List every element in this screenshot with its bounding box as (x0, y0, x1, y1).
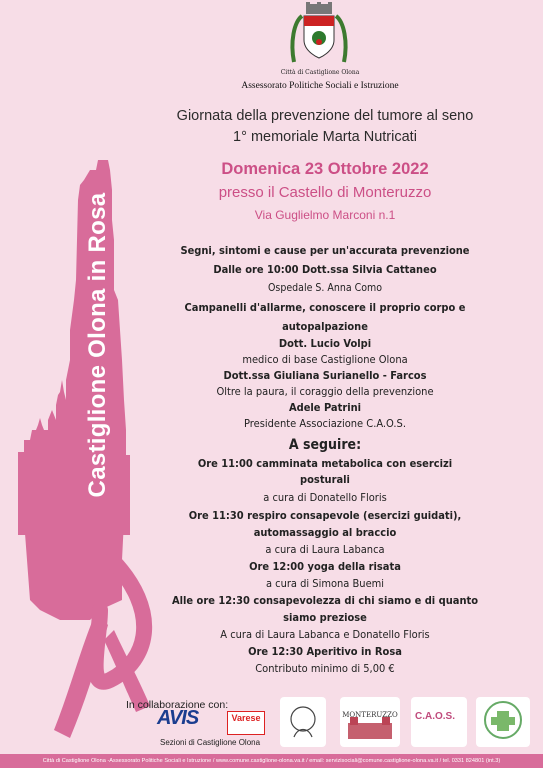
castle-icon (340, 697, 400, 747)
varese-logo (227, 711, 265, 735)
program-line: posturali (300, 473, 350, 486)
vertical-title-text: Castiglione Olona in Rosa (84, 192, 111, 498)
a-seguire-heading: A seguire: (288, 437, 362, 453)
program-line: Ore 11:30 respiro consapevole (esercizi guidati), (188, 509, 462, 522)
program (140, 241, 510, 677)
assessorato-label: Assessorato Politiche Sociali e Istruzione (241, 81, 399, 91)
event-title-line2: 1° memoriale Marta Nutricati (233, 129, 417, 145)
varese-logo-text: Varese (231, 713, 261, 723)
footer-bar: Città di Castiglione Olona -Assessorato Politiche Sociali e Istruzione / www.comune.castiglione-olona.va.it / email: servizisociali@comune.castiglione-olona.va.it / tel. 0331 824801 (int.3) (0, 754, 543, 768)
event-title (120, 106, 530, 148)
partner-logo-caos (411, 697, 467, 747)
caos-label: C.A.O.S. (415, 711, 456, 722)
vertical-title (68, 170, 128, 520)
program-line: autopalpazione (282, 320, 368, 333)
monteruzzo-label: MONTERUZZO (342, 711, 398, 719)
partner-logo-sketch (280, 697, 326, 747)
sezioni-label: Sezioni di Castiglione Olona (160, 738, 261, 747)
program-line: Campanelli d'allarme, conoscere il proprio corpo e (184, 301, 466, 314)
program-line: Presidente Associazione C.A.O.S. (244, 417, 406, 430)
event-title-line1: Giornata della prevenzione del tumore al seno (176, 108, 474, 124)
program-line: Ore 11:00 camminata metabolica con esercizi (197, 457, 453, 470)
coat-of-arms-icon (288, 2, 350, 70)
pharmacy-cross-icon (476, 697, 530, 747)
program-line: Adele Patrini (288, 401, 362, 414)
program-line: Ore 12:00 yoga della risata (249, 560, 401, 573)
sketch-figure-icon (280, 697, 326, 747)
program-line: medico di base Castiglione Olona (242, 353, 408, 366)
avis-logo: AVIS (157, 707, 199, 729)
program-line: Dalle ore 10:00 Dott.ssa Silvia Cattaneo (213, 263, 437, 276)
program-line: Ore 12:30 Aperitivo in Rosa (248, 645, 402, 658)
program-line: Alle ore 12:30 consapevolezza di chi siamo e di quanto (171, 594, 479, 607)
program-line: Dott.ssa Giuliana Surianello - Farcos (223, 369, 427, 382)
event-venue: presso il Castello di Monteruzzo (218, 184, 432, 201)
program-line: Ospedale S. Anna Como (268, 282, 382, 294)
program-line: siamo preziose (283, 611, 367, 624)
program-line: automassaggio al braccio (253, 526, 397, 539)
program-line: a cura di Laura Labanca (265, 543, 385, 556)
program-line: A cura di Laura Labanca e Donatello Floris (220, 628, 430, 641)
program-line: Oltre la paura, il coraggio della prevenzione (216, 385, 434, 398)
program-line: a cura di Simona Buemi (265, 577, 385, 590)
program-line: Dott. Lucio Volpi (278, 337, 372, 350)
collaboration-label: In collaborazione con: (126, 699, 229, 711)
program-line: Contributo minimo di 5,00 € (255, 662, 395, 675)
city-name: Città di Castiglione Olona (280, 69, 360, 76)
event-address: Via Guglielmo Marconi n.1 (254, 208, 396, 222)
program-line: a cura di Donatello Floris (263, 491, 387, 504)
program-line: Segni, sintomi e cause per un'accurata prevenzione (180, 244, 470, 257)
partner-logo-monteruzzo (340, 697, 400, 747)
event-date: Domenica 23 Ottobre 2022 (221, 160, 429, 178)
partner-logo-farmacia (476, 697, 530, 747)
